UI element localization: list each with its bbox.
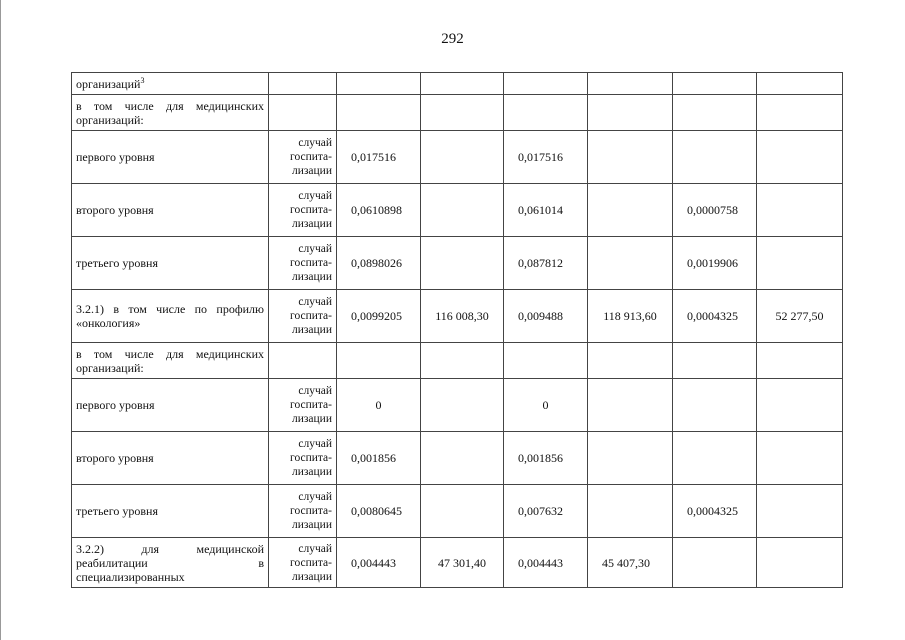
value-cell: [421, 237, 504, 290]
value-cell: [757, 343, 843, 379]
row-name: организаций: [76, 76, 141, 91]
value-cell: 0,001856: [337, 432, 421, 485]
value-cell: [673, 432, 757, 485]
data-table: [71, 72, 843, 588]
unit-cell: случай госпита-лизации: [269, 131, 337, 184]
value-cell: [757, 184, 843, 237]
value-cell: [588, 184, 673, 237]
value-cell: [504, 73, 588, 95]
unit-cell: [269, 95, 337, 131]
unit-cell: [269, 73, 337, 95]
value-cell: [757, 95, 843, 131]
unit-cell: случай госпита-лизации: [269, 290, 337, 343]
value-cell: [421, 73, 504, 95]
unit-cell: случай госпита-лизации: [269, 432, 337, 485]
value-cell: [588, 131, 673, 184]
value-cell: 0,009488: [504, 290, 588, 343]
table-row: [72, 290, 843, 343]
value-cell: [504, 95, 588, 131]
unit-cell: случай госпита-лизации: [269, 538, 337, 588]
value-cell: 0,0898026: [337, 237, 421, 290]
value-cell: [588, 485, 673, 538]
value-cell: [337, 95, 421, 131]
value-cell: 0,087812: [504, 237, 588, 290]
unit-cell: случай госпита-лизации: [269, 379, 337, 432]
value-cell: [421, 485, 504, 538]
value-cell: 0,0019906: [673, 237, 757, 290]
row-name-cell: в том числе для медицинских организаций:: [72, 343, 269, 379]
value-cell: [673, 343, 757, 379]
value-cell: 0,001856: [504, 432, 588, 485]
value-cell: 0,0004325: [673, 290, 757, 343]
value-cell: 0,004443: [504, 538, 588, 588]
value-cell: 116 008,30: [421, 290, 504, 343]
value-cell: [588, 343, 673, 379]
value-cell: [588, 379, 673, 432]
value-cell: 118 913,60: [588, 290, 673, 343]
value-cell: [673, 131, 757, 184]
value-cell: [421, 379, 504, 432]
unit-cell: случай госпита-лизации: [269, 237, 337, 290]
table-row: [72, 95, 843, 131]
row-name-cell: 3.2.2) для медицинской реабилитации в специализированных: [72, 538, 269, 588]
value-cell: [588, 73, 673, 95]
value-cell: 0,0610898: [337, 184, 421, 237]
value-cell: [421, 95, 504, 131]
page-number: 292: [441, 31, 464, 47]
value-cell: 0,0000758: [673, 184, 757, 237]
value-cell: [337, 343, 421, 379]
row-name-cell: второго уровня: [72, 184, 269, 237]
page-edge-line: [0, 0, 1, 640]
row-name-cell: первого уровня: [72, 379, 269, 432]
value-cell: 0,004443: [337, 538, 421, 588]
value-cell: [757, 73, 843, 95]
value-cell: 0: [337, 379, 421, 432]
row-name-cell: третьего уровня: [72, 485, 269, 538]
value-cell: 0: [504, 379, 588, 432]
value-cell: 52 277,50: [757, 290, 843, 343]
value-cell: [504, 343, 588, 379]
row-name-cell: 3.2.1) в том числе по профилю «онкология»: [72, 290, 269, 343]
value-cell: [757, 432, 843, 485]
value-cell: 0,017516: [504, 131, 588, 184]
value-cell: [673, 95, 757, 131]
table-row: [72, 237, 843, 290]
footnote-marker: 3: [140, 75, 145, 85]
value-cell: [757, 485, 843, 538]
value-cell: [421, 343, 504, 379]
value-cell: [673, 73, 757, 95]
value-cell: 47 301,40: [421, 538, 504, 588]
value-cell: [757, 131, 843, 184]
row-name-cell: первого уровня: [72, 131, 269, 184]
table-row: [72, 343, 843, 379]
value-cell: 0,061014: [504, 184, 588, 237]
value-cell: 0,007632: [504, 485, 588, 538]
unit-cell: [269, 343, 337, 379]
value-cell: [757, 538, 843, 588]
unit-cell: случай госпита-лизации: [269, 184, 337, 237]
table-row: [72, 131, 843, 184]
value-cell: [421, 432, 504, 485]
table-row: [72, 432, 843, 485]
row-name-cell: в том числе для медицинских организаций:: [72, 95, 269, 131]
value-cell: 45 407,30: [588, 538, 673, 588]
value-cell: [421, 131, 504, 184]
value-cell: [588, 432, 673, 485]
row-name-cell: [72, 73, 269, 95]
table-row: [72, 379, 843, 432]
table-row: [72, 73, 843, 95]
row-name-cell: третьего уровня: [72, 237, 269, 290]
value-cell: [673, 538, 757, 588]
value-cell: [421, 184, 504, 237]
value-cell: [588, 95, 673, 131]
value-cell: 0,0080645: [337, 485, 421, 538]
value-cell: [673, 379, 757, 432]
value-cell: [757, 379, 843, 432]
table-row: [72, 538, 843, 588]
value-cell: [337, 73, 421, 95]
unit-cell: случай госпита-лизации: [269, 485, 337, 538]
table-row: [72, 485, 843, 538]
value-cell: 0,0099205: [337, 290, 421, 343]
table-row: [72, 184, 843, 237]
value-cell: 0,017516: [337, 131, 421, 184]
value-cell: [588, 237, 673, 290]
value-cell: 0,0004325: [673, 485, 757, 538]
row-name-cell: второго уровня: [72, 432, 269, 485]
value-cell: [757, 237, 843, 290]
